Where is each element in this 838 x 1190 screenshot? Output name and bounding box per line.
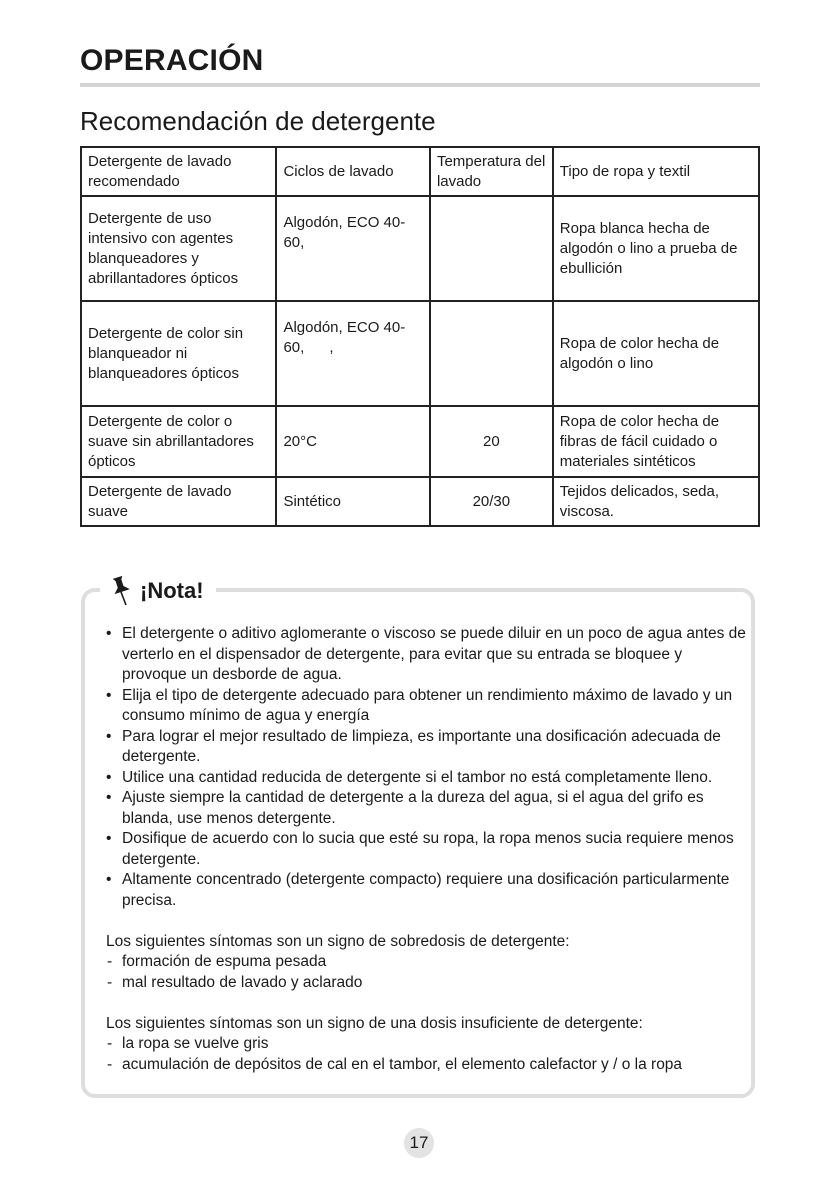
page-title: OPERACIÓN [80, 44, 264, 77]
list-item: • Dosifique de acuerdo con lo sucia que esté su ropa, la ropa menos sucia requiere menos detergente. [106, 829, 746, 870]
detergent-cell: Detergente de lavado suave [81, 477, 276, 526]
list-item: • Ajuste siempre la cantidad de detergente a la dureza del agua, si el agua del grifo es blanda, use menos detergente. [106, 788, 746, 829]
title-divider [80, 83, 760, 87]
temperature-cell: 20/30 [430, 477, 553, 526]
temperature-cell: 20 [430, 406, 553, 477]
detergent-recommendation-table [80, 146, 760, 527]
header-cell: Ciclos de lavado [276, 147, 429, 196]
header-cell: Temperatura del lavado [430, 147, 553, 196]
temperature-cell [430, 301, 553, 406]
overdose-list [106, 952, 746, 993]
list-item: • Elija el tipo de detergente adecuado para obtener un rendimiento máximo de lavado y un consumo mínimo de agua y energía [106, 686, 746, 727]
underdose-list [106, 1034, 746, 1075]
page-number: 17 [404, 1128, 434, 1158]
header-cell: Detergente de lavado recomendado [81, 147, 276, 196]
list-item: • Para lograr el mejor resultado de limpieza, es importante una dosificación adecuada de detergente. [106, 727, 746, 768]
note-bullet-list [106, 624, 746, 911]
fabric-cell: Ropa blanca hecha de algodón o lino a prueba de ebullición [553, 196, 759, 301]
cycle-cell: Algodón, ECO 40-60, , [276, 301, 429, 406]
list-item: - acumulación de depósitos de cal en el tambor, el elemento calefactor y / o la ropa [106, 1055, 746, 1076]
cycle-cell: Algodón, ECO 40-60, [276, 196, 429, 301]
pushpin-icon [108, 575, 134, 607]
table-row [81, 477, 759, 526]
list-item: - formación de espuma pesada [106, 952, 746, 973]
fabric-cell: Ropa de color hecha de algodón o lino [553, 301, 759, 406]
underdose-intro: Los siguientes síntomas son un signo de una dosis insuficiente de detergente: [106, 1014, 643, 1032]
table-row [81, 406, 759, 477]
table-header-row [81, 147, 759, 196]
overdose-intro: Los siguientes síntomas son un signo de sobredosis de detergente: [106, 932, 570, 950]
table-row [81, 301, 759, 406]
note-content [106, 624, 746, 1075]
detergent-cell: Detergente de uso intensivo con agentes blanqueadores y abrillantadores ópticos [81, 196, 276, 301]
note-title: ¡Nota! [140, 578, 204, 603]
list-item: • Utilice una cantidad reducida de detergente si el tambor no está completamente lleno. [106, 768, 746, 789]
list-item: - la ropa se vuelve gris [106, 1034, 746, 1055]
cycle-cell: 20°C [276, 406, 429, 477]
fabric-cell: Ropa de color hecha de fibras de fácil cuidado o materiales sintéticos [553, 406, 759, 477]
list-item: • Altamente concentrado (detergente compacto) requiere una dosificación particularmente precisa. [106, 870, 746, 911]
temperature-cell [430, 196, 553, 301]
detergent-cell: Detergente de color o suave sin abrillantadores ópticos [81, 406, 276, 477]
section-title: Recomendación de detergente [80, 106, 436, 136]
list-item: - mal resultado de lavado y aclarado [106, 973, 746, 994]
list-item: • El detergente o aditivo aglomerante o viscoso se puede diluir en un poco de agua antes de verterlo en el dispensador de detergente, para evitar que su entrada se bloquee y provoque un desborde de agua. [106, 624, 746, 686]
fabric-cell: Tejidos delicados, seda, viscosa. [553, 477, 759, 526]
cycle-cell: Sintético [276, 477, 429, 526]
table-row [81, 196, 759, 301]
note-header [100, 574, 216, 608]
detergent-cell: Detergente de color sin blanqueador ni blanqueadores ópticos [81, 301, 276, 406]
header-cell: Tipo de ropa y textil [553, 147, 759, 196]
